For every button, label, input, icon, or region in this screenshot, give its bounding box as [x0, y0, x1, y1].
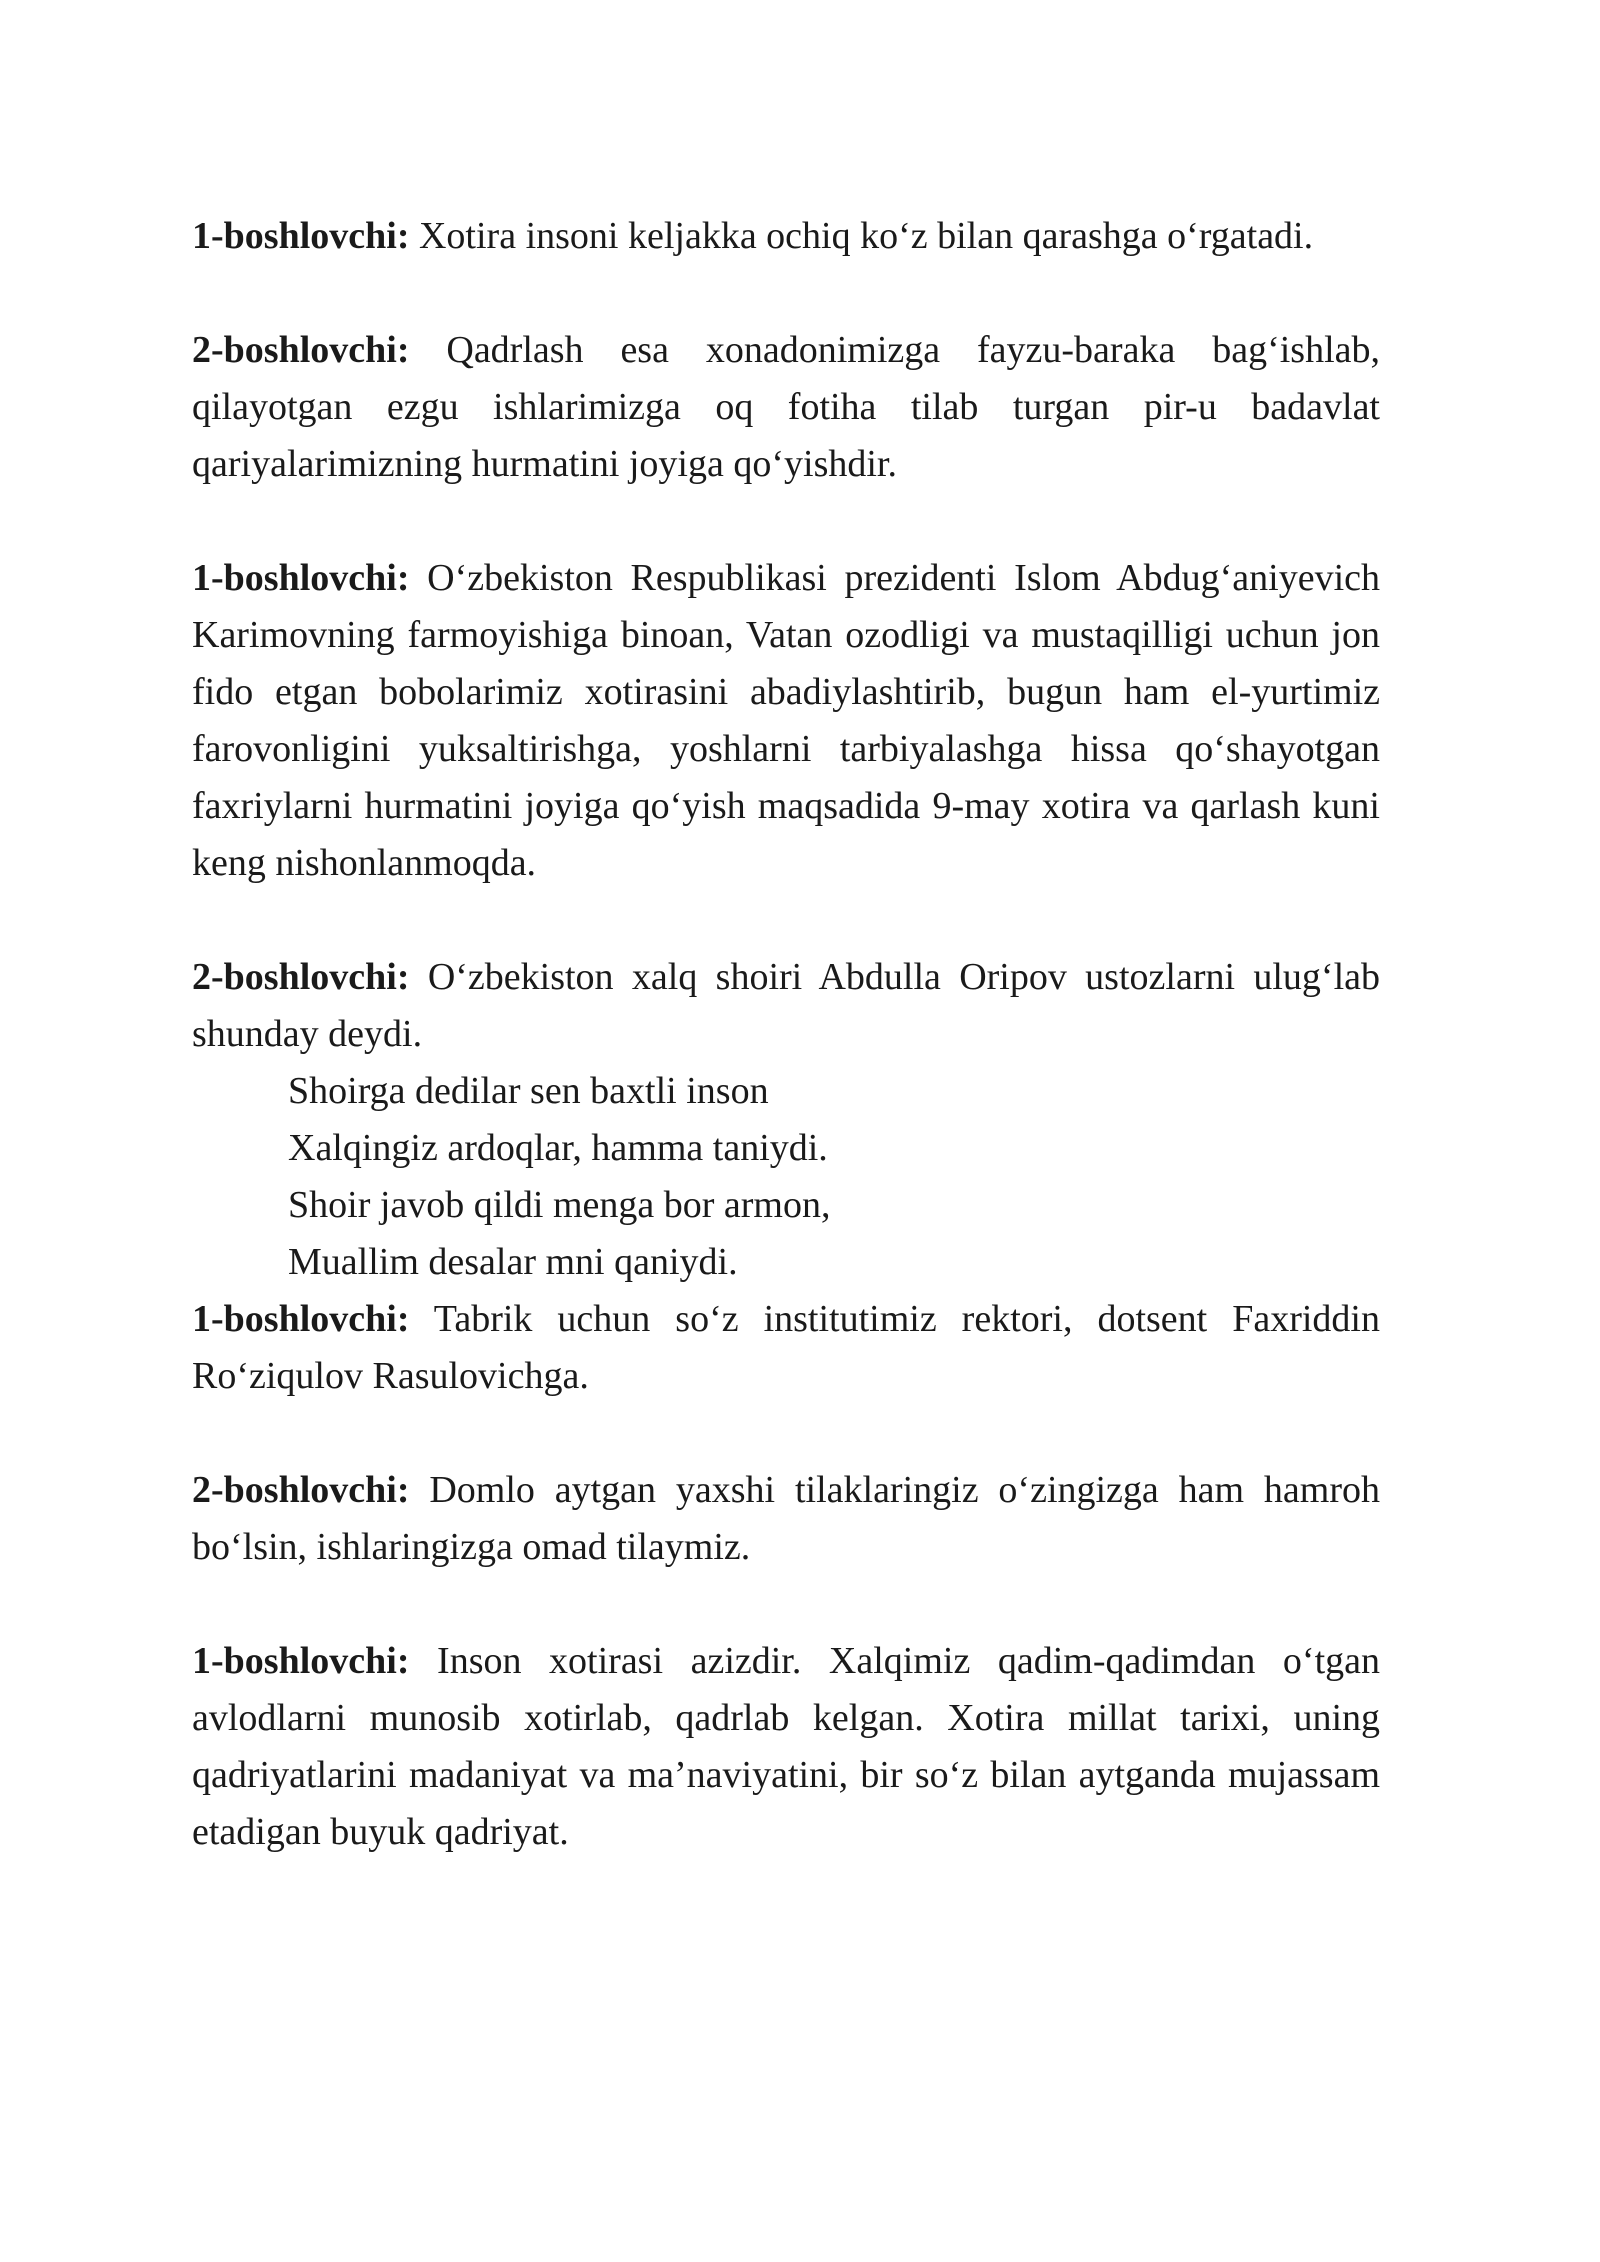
speaker-label: 1-boshlovchi: [192, 1298, 410, 1340]
speaker-label: 1-boshlovchi: [192, 557, 410, 599]
paragraph-6 [192, 1462, 1380, 1576]
poem-line: Muallim desalar mni qaniydi. [288, 1241, 738, 1283]
paragraph-text: Xotira insoni keljakka ochiq ko‘z bilan qarashga o‘rgatadi. [418, 215, 1314, 257]
speaker-label: 2-boshlovchi: [192, 1469, 410, 1511]
paragraph-2 [192, 322, 1380, 493]
poem-line: Xalqingiz ardoqlar, hamma taniydi. [288, 1127, 828, 1169]
paragraph-text: O‘zbekiston Respublikasi prezidenti Islom Abdug‘aniyevich Karimovning farmoyishiga binoan, Vatan ozodligi va mustaqilligi uchun jon fido etgan bobolarimiz xotirasini abadiylashtirib, bugun ham el-yurtimiz farovonligini yuksaltirishga, yoshlarni tarbiyalashga hissa qo‘shayotgan faxriylarni hurmatini joyiga qo‘yish maqsadida 9-may xotira va qarlash kuni keng nishonlanmoqda. [192, 557, 1380, 884]
document-page [192, 208, 1380, 1861]
paragraph-text: Tabrik uchun so‘z institutimiz rektori, dotsent Faxriddin Ro‘ziqulov Rasulovichga. [192, 1298, 1380, 1397]
speaker-label: 1-boshlovchi: [192, 215, 410, 257]
paragraph-5 [192, 1291, 1380, 1405]
speaker-label: 2-boshlovchi: [192, 329, 410, 371]
paragraph-7 [192, 1633, 1380, 1861]
paragraph-4 [192, 949, 1380, 1063]
poem-block [192, 1063, 1380, 1291]
paragraph-text: Qadrlash esa xonadonimizga fayzu-baraka bag‘ishlab, qilayotgan ezgu ishlarimizga oq fotiha tilab turgan pir-u badavlat qariyalarimizning hurmatini joyiga qo‘yishdir. [192, 329, 1380, 485]
speaker-label: 2-boshlovchi: [192, 956, 410, 998]
poem-line: Shoir javob qildi menga bor armon, [288, 1184, 831, 1226]
paragraph-text: Domlo aytgan yaxshi tilaklaringiz o‘zingizga ham hamroh bo‘lsin, ishlaringizga omad tilaymiz. [192, 1469, 1381, 1568]
paragraph-1 [192, 208, 1380, 265]
poem-line: Shoirga dedilar sen baxtli inson [288, 1070, 769, 1112]
paragraph-text: Inson xotirasi azizdir. Xalqimiz qadim-qadimdan o‘tgan avlodlarni munosib xotirlab, qadrlab kelgan. Xotira millat tarixi, uning qadriyatlarini madaniyat va ma’naviyatini, bir so‘z bilan aytganda mujassam etadigan buyuk qadriyat. [192, 1640, 1380, 1853]
paragraph-text: O‘zbekiston xalq shoiri Abdulla Oripov ustozlarni ulug‘lab shunday deydi. [192, 956, 1381, 1055]
paragraph-3 [192, 550, 1380, 892]
speaker-label: 1-boshlovchi: [192, 1640, 410, 1682]
